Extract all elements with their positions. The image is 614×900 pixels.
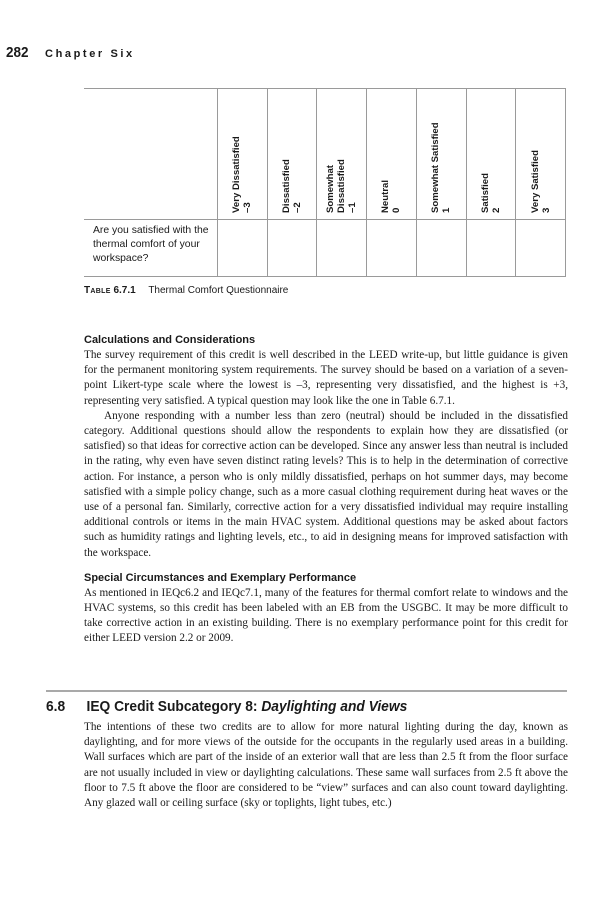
answer-cell — [516, 220, 566, 277]
column-header-somewhat-satisfied: Somewhat Satisfied 1 — [416, 89, 466, 220]
table-caption — [84, 285, 288, 296]
column-header-dissatisfied: Dissatisfied –2 — [267, 89, 317, 220]
answer-cell — [317, 220, 367, 277]
section-divider — [46, 690, 567, 692]
answer-cell — [267, 220, 317, 277]
calculations-paragraph-2: Anyone responding with a number less than zero (neutral) should be included in the dissatisfied category. Additional questions should allow the respondents to explain how they are dissatisfied (or satisfied) so that ideas for corrective action can be developed. Since any answer less than neutral is included in the rating, why even have seven distinct rating levels? This is to help in the determination of corrective action. For instance, a person who is only mildly dissatisfied, perhaps on hot summer days, may become satisfied with a simple policy change, such as a more casual clothing requirement during heat waves or the use of a personal fan. Similarly, corrective action for a very dissatisfied individual may require installing additional controls or items in the main HVAC system. Additional questions may be asked about factors such as humidity ratings and lighting levels, etc., to aid in designing means for improved satisfaction with the workspace. — [84, 409, 568, 559]
column-header-satisfied: Satisfied 2 — [466, 89, 516, 220]
column-header-neutral: Neutral 0 — [367, 89, 417, 220]
chapter-title: Chapter Six — [45, 48, 135, 60]
calculations-section — [84, 333, 568, 647]
daylighting-section — [84, 720, 568, 811]
question-cell: Are you satisfied with the thermal comfort of your workspace? — [85, 220, 218, 277]
page-header — [6, 44, 135, 66]
column-header-very-dissatisfied: Very Dissatisfied –3 — [218, 89, 268, 220]
section-number: 6.8 — [46, 698, 66, 715]
answer-cell — [218, 220, 268, 277]
caption-number: 6.7.1 — [113, 285, 136, 296]
answer-cell — [367, 220, 417, 277]
section-title: IEQ Credit Subcategory 8: Daylighting and Views — [86, 698, 408, 715]
column-header-somewhat-dissatisfied: Somewhat Dissatisfied –1 — [317, 89, 367, 220]
daylighting-paragraph: The intentions of these two credits are to allow for more natural lighting during the day, known as daylighting, and for more views of the outside for the occupants in the regularly used areas in a building. Wall surfaces which are part of the inside of an exterior wall that are less than 2.5 ft from the floor surface are not usually included in view or daylighting calculations. These same wall surfaces from 2.5 ft above the floor to 7.5 ft above the floor are considered to be “view” surfaces and can also count toward daylighting. Any glazed wall or ceiling surface (sky or toplights, light tubes, etc.) — [84, 721, 568, 810]
caption-label: Table — [84, 285, 111, 296]
answer-cell — [416, 220, 466, 277]
calculations-paragraph-1: The survey requirement of this credit is well described in the LEED write-up, but little guidance is given for the permanent monitoring system requirements. The survey should be based on a variation of a seven-point Likert-type scale where the lowest is –3, representing very dissatisfied, and the highest is +3, representing very satisfied. A typical question may look like the one in Table 6.7.1. — [84, 349, 568, 407]
special-circumstances-paragraph: As mentioned in IEQc6.2 and IEQc7.1, many of the features for thermal comfort relate to windows and the HVAC systems, so this credit has been labeled with an EB from the USGBC. It may be more difficult to take corrective action in an existing building. There is no exemplary performance point for this credit for either LEED version 2.2 or 2009. — [84, 586, 568, 645]
special-circumstances-heading: Special Circumstances and Exemplary Performance — [84, 571, 357, 584]
calculations-heading: Calculations and Considerations — [84, 334, 256, 346]
likert-scale-table — [84, 88, 566, 277]
page-number: 282 — [6, 44, 29, 61]
section-heading — [46, 698, 407, 715]
answer-cell — [466, 220, 516, 277]
caption-text: Thermal Comfort Questionnaire — [148, 285, 289, 296]
column-header-very-satisfied: Very Satisfied 3 — [516, 89, 566, 220]
table-header-blank — [85, 89, 218, 220]
